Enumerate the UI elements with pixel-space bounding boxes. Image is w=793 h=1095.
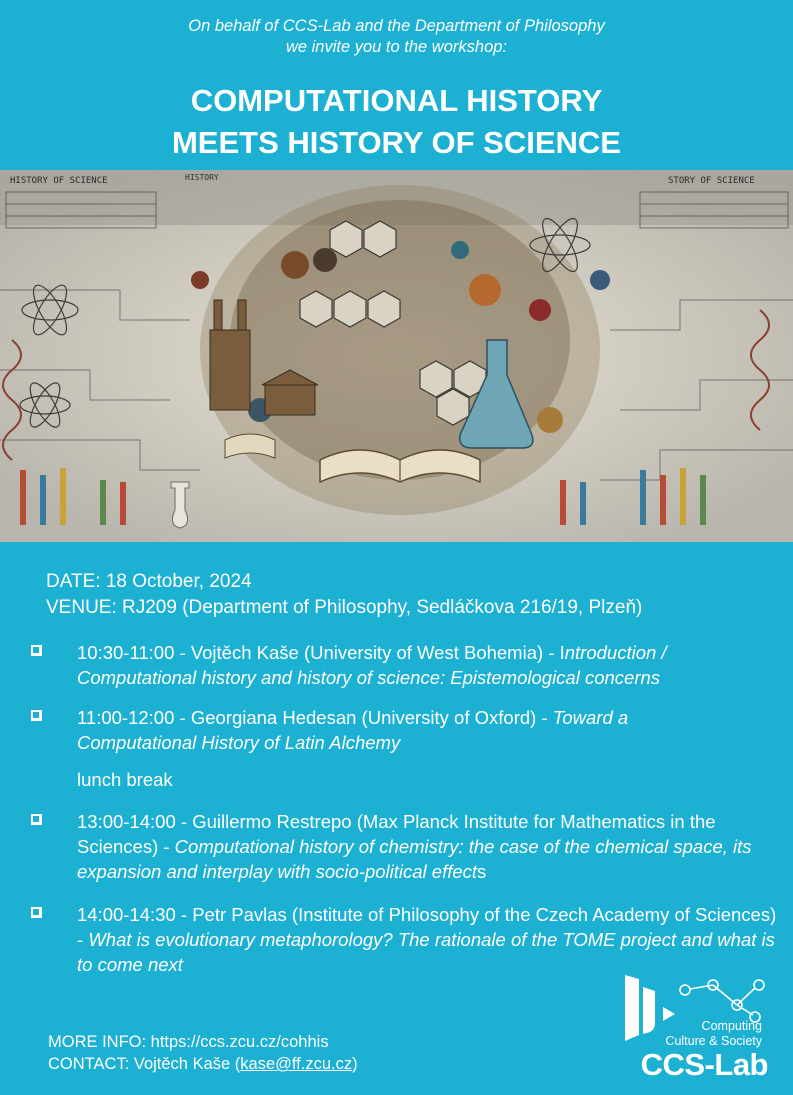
- logo-name: CCS-Lab: [640, 1047, 768, 1082]
- talk-title: What is evolutionary metaphorology? The rationale of the TOME project and what is to come next: [77, 929, 775, 975]
- program-item-text: [77, 809, 777, 884]
- talk-title: Computational history of chemistry: the case of the chemical space, its expansion and interplay with socio-political effect: [77, 836, 752, 882]
- contact-suffix: ): [352, 1055, 358, 1073]
- checkbox-icon: [31, 907, 42, 918]
- logo-tagline: [665, 1019, 762, 1049]
- footer-contact: [48, 1031, 358, 1075]
- contact-email-link[interactable]: kase@ff.zcu.cz: [240, 1055, 353, 1073]
- event-details: [46, 569, 642, 621]
- program-item-text: [77, 705, 717, 755]
- checkbox-icon: [31, 710, 42, 721]
- science-collage-image: [0, 170, 793, 542]
- title-line-1: COMPUTATIONAL HISTORY: [190, 83, 603, 118]
- talk-title: Toward a Computational History of Latin Alchemy: [77, 707, 629, 753]
- intro-line-1: On behalf of CCS-Lab and the Department of Philosophy: [188, 17, 605, 35]
- session-info: 11:00-12:00 - Georgiana Hedesan (University of Oxford) -: [77, 707, 553, 728]
- contact-prefix: CONTACT: Vojtěch Kaše (: [48, 1055, 241, 1073]
- workshop-title: [0, 80, 793, 164]
- title-line-2: MEETS HISTORY OF SCIENCE: [171, 125, 621, 160]
- event-venue: VENUE: RJ209 (Department of Philosophy, Sedláčkova 216/19, Plzeň): [46, 597, 643, 618]
- event-date: DATE: 18 October, 2024: [46, 571, 252, 592]
- banner-left-label: HISTORY OF SCIENCE: [10, 176, 108, 186]
- banner-illustration: [0, 170, 793, 542]
- intro-line-2: we invite you to the workshop:: [285, 38, 508, 56]
- session-info: 13:00-14:00 - Guillermo Restrepo (Max Planck Institute for Mathematics in the Sciences) -: [77, 811, 716, 857]
- lunch-break: lunch break: [77, 769, 173, 790]
- session-info: 14:00-14:30 - Petr Pavlas (Institute of Philosophy of the Czech Academy of Sciences) -: [77, 904, 777, 950]
- invitation-text: [0, 16, 793, 58]
- program-item-text: [77, 640, 777, 690]
- talk-title: ntroduction / Computational history and history of science: Epistemological concerns: [77, 642, 667, 688]
- banner-right-label: STORY OF SCIENCE: [668, 176, 755, 186]
- logo-tagline-line-2: Culture & Society: [665, 1034, 762, 1048]
- talk-title-tail: s: [477, 861, 487, 882]
- banner-top-label: HISTORY: [185, 173, 219, 182]
- checkbox-icon: [31, 814, 42, 825]
- session-info: 10:30-11:00 - Vojtěch Kaše (University of West Bohemia) - I: [77, 642, 565, 663]
- logo-tagline-line-1: Computing: [701, 1019, 762, 1033]
- checkbox-icon: [31, 645, 42, 656]
- more-info-link[interactable]: MORE INFO: https://ccs.zcu.cz/cohhis: [48, 1033, 329, 1051]
- contact-line: [48, 1053, 358, 1075]
